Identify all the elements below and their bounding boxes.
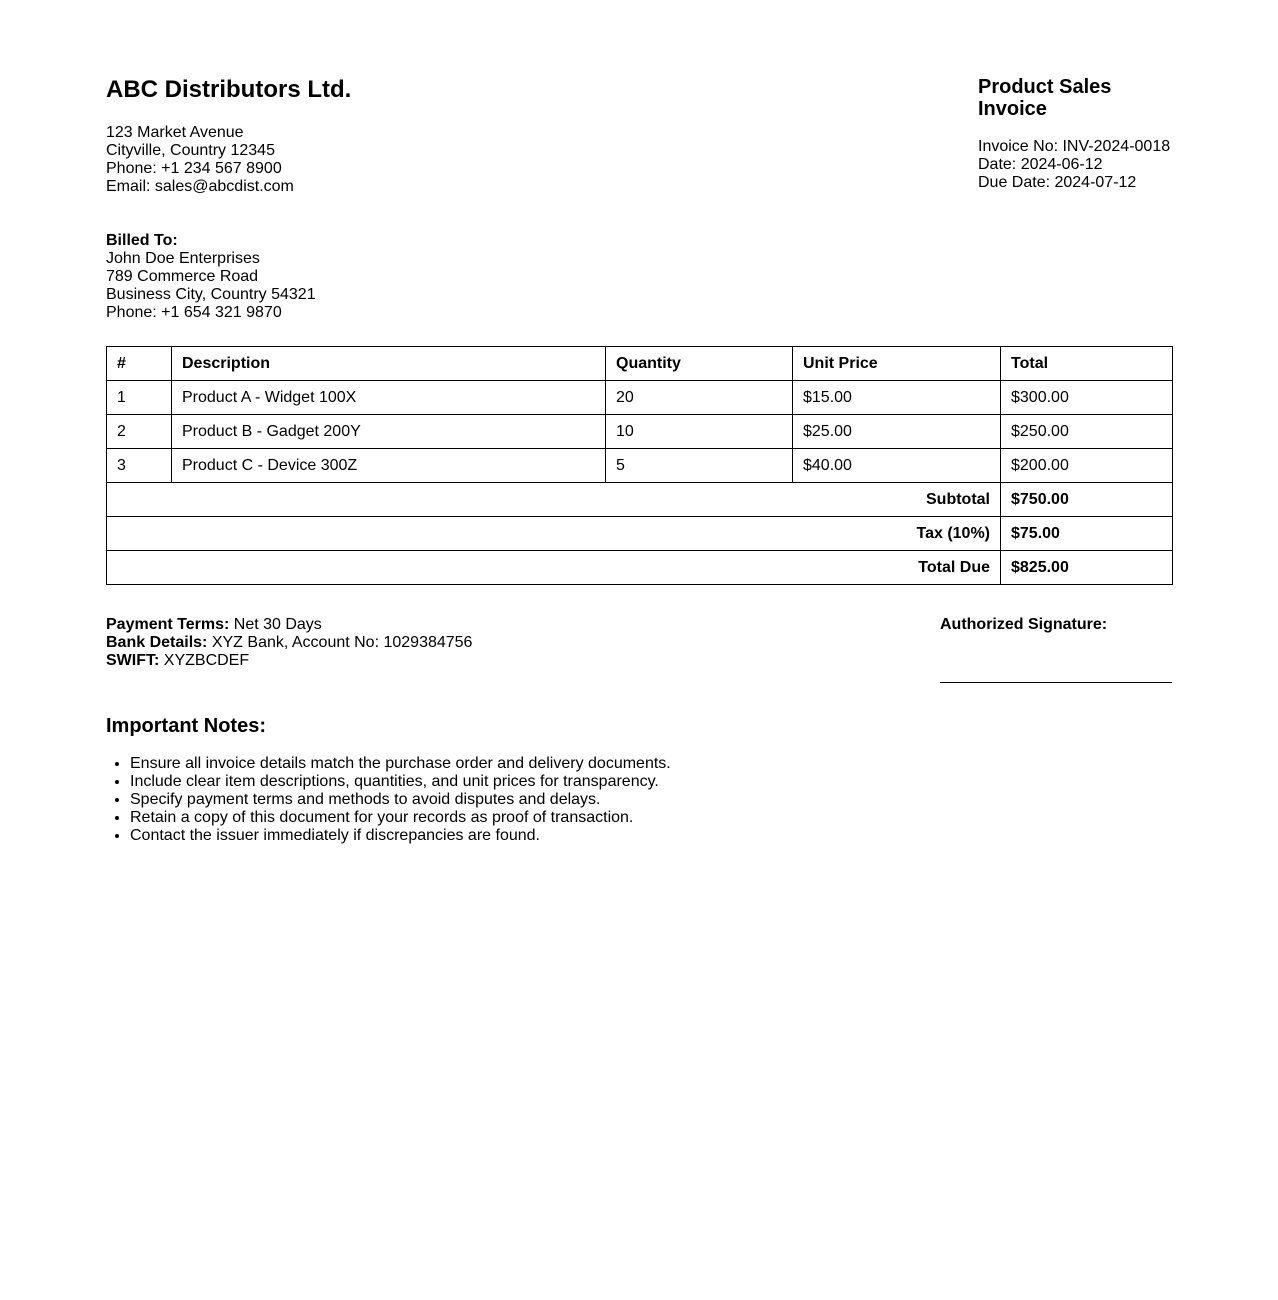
swift-value: XYZBCDEF bbox=[163, 652, 250, 669]
total-due-row bbox=[107, 551, 1173, 585]
tax-label: Tax (10%) bbox=[107, 517, 1001, 551]
company-email: Email: sales@abcdist.com bbox=[106, 178, 294, 195]
cell-quantity: 5 bbox=[606, 449, 793, 483]
cell-unit-price: $15.00 bbox=[793, 381, 1001, 415]
table-row bbox=[107, 415, 1173, 449]
header-total: Total bbox=[1001, 347, 1173, 381]
tax-row bbox=[107, 517, 1173, 551]
table-row bbox=[107, 381, 1173, 415]
billed-to-line: Business City, Country 54321 bbox=[106, 286, 316, 303]
payment-details bbox=[106, 616, 706, 670]
billed-to-line: John Doe Enterprises bbox=[106, 250, 260, 267]
company-info bbox=[106, 76, 606, 196]
list-item: • Include clear item descriptions, quantities, and unit prices for transparency. bbox=[130, 773, 906, 791]
invoice-date: Date: 2024-06-12 bbox=[978, 156, 1103, 173]
cell-total: $300.00 bbox=[1001, 381, 1173, 415]
cell-description: Product A - Widget 100X bbox=[172, 381, 606, 415]
total-due-label: Total Due bbox=[107, 551, 1001, 585]
invoice-number: Invoice No: INV-2024-0018 bbox=[978, 138, 1171, 155]
cell-quantity: 20 bbox=[606, 381, 793, 415]
header-description: Description bbox=[172, 347, 606, 381]
important-notes bbox=[106, 714, 906, 845]
billed-to-label: Billed To: bbox=[106, 232, 178, 249]
bank-details bbox=[106, 634, 706, 652]
company-address-line: 123 Market Avenue bbox=[106, 124, 244, 141]
cell-quantity: 10 bbox=[606, 415, 793, 449]
billed-to bbox=[106, 232, 606, 322]
company-address-line: Cityville, Country 12345 bbox=[106, 142, 275, 159]
invoice-due-date: Due Date: 2024-07-12 bbox=[978, 174, 1137, 191]
billed-to-line: 789 Commerce Road bbox=[106, 268, 259, 285]
invoice-meta bbox=[978, 138, 1178, 192]
bank-details-value: XYZ Bank, Account No: 1029384756 bbox=[211, 634, 473, 651]
company-address bbox=[106, 124, 606, 196]
invoice-title: Product Sales Invoice bbox=[978, 76, 1112, 120]
signature-label: Authorized Signature: bbox=[940, 616, 1108, 633]
billed-to-phone: Phone: +1 654 321 9870 bbox=[106, 304, 282, 321]
signature-block bbox=[940, 616, 1172, 683]
cell-number: 1 bbox=[107, 381, 172, 415]
table-row bbox=[107, 449, 1173, 483]
subtotal-value: $750.00 bbox=[1001, 483, 1173, 517]
list-item: • Contact the issuer immediately if discrepancies are found. bbox=[130, 827, 906, 845]
company-phone: Phone: +1 234 567 8900 bbox=[106, 160, 282, 177]
header-number: # bbox=[107, 347, 172, 381]
cell-number: 3 bbox=[107, 449, 172, 483]
header-unit-price: Unit Price bbox=[793, 347, 1001, 381]
cell-number: 2 bbox=[107, 415, 172, 449]
list-item: • Retain a copy of this document for your records as proof of transaction. bbox=[130, 809, 906, 827]
cell-total: $200.00 bbox=[1001, 449, 1173, 483]
list-item: • Specify payment terms and methods to avoid disputes and delays. bbox=[130, 791, 906, 809]
header-quantity: Quantity bbox=[606, 347, 793, 381]
tax-value: $75.00 bbox=[1001, 517, 1173, 551]
company-name: ABC Distributors Ltd. bbox=[106, 76, 352, 103]
payment-terms-label: Payment Terms: bbox=[106, 616, 230, 633]
items-table bbox=[106, 346, 1173, 585]
cell-description: Product B - Gadget 200Y bbox=[172, 415, 606, 449]
cell-unit-price: $40.00 bbox=[793, 449, 1001, 483]
payment-terms-value: Net 30 Days bbox=[233, 616, 322, 633]
signature-line bbox=[940, 682, 1172, 683]
list-item: • Ensure all invoice details match the purchase order and delivery documents. bbox=[130, 755, 906, 773]
subtotal-row bbox=[107, 483, 1173, 517]
payment-terms bbox=[106, 616, 706, 634]
bank-details-label: Bank Details: bbox=[106, 634, 208, 651]
subtotal-label: Subtotal bbox=[107, 483, 1001, 517]
invoice-header bbox=[978, 76, 1178, 192]
swift-code bbox=[106, 652, 706, 670]
cell-description: Product C - Device 300Z bbox=[172, 449, 606, 483]
cell-total: $250.00 bbox=[1001, 415, 1173, 449]
swift-label: SWIFT: bbox=[106, 652, 160, 669]
cell-unit-price: $25.00 bbox=[793, 415, 1001, 449]
notes-title: Important Notes: bbox=[106, 715, 266, 737]
table-header-row bbox=[107, 347, 1173, 381]
total-due-value: $825.00 bbox=[1001, 551, 1173, 585]
notes-list bbox=[106, 755, 906, 845]
